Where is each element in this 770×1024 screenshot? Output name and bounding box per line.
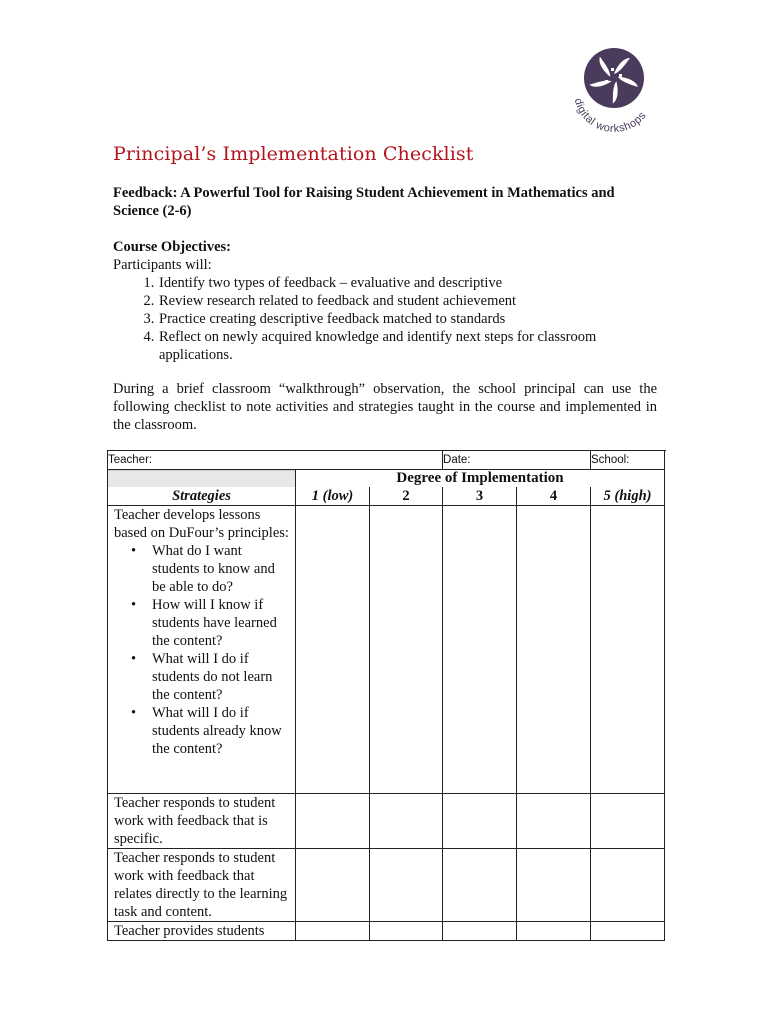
school-field[interactable]: School: [591,451,665,470]
list-item: • How will I know if students have learned the content? [131,597,277,649]
info-row [108,451,665,470]
rating-cell[interactable] [517,506,591,794]
objectives-list [113,274,663,364]
degree-header-row [108,470,665,488]
rating-cell[interactable] [443,922,517,941]
rating-cell[interactable] [517,794,591,849]
rating-cell[interactable] [370,506,443,794]
rating-cell[interactable] [517,849,591,922]
logo-text: digital workshops [571,97,649,136]
strategy-bullets [114,542,291,758]
rating-cell[interactable] [591,794,665,849]
rating-col-1: 1 (low) [296,487,370,506]
teacher-field[interactable]: Teacher: [108,451,443,470]
rating-cell[interactable] [370,922,443,941]
rating-col-5: 5 (high) [591,487,665,506]
strategies-header-shade [108,470,296,488]
table-row [108,922,665,941]
rating-cell[interactable] [296,794,370,849]
objectives-intro: Participants will: [113,257,212,273]
course-objectives [113,238,663,364]
strategy-cell: Teacher provides students [108,922,296,941]
objective-item: 1. Identify two types of feedback – evaluative and descriptive [158,274,663,292]
course-subtitle: Feedback: A Powerful Tool for Raising Student Achievement in Mathematics and Science (2-6) [113,185,615,219]
table-row [108,506,665,794]
strategy-cell: Teacher responds to student work with feedback that is specific. [108,794,296,849]
objective-item: 3. Practice creating descriptive feedback matched to standards [158,310,663,328]
rating-cell[interactable] [591,922,665,941]
strategy-text: Teacher develops lessons based on DuFour’s principles: [114,507,289,541]
strategies-heading: Strategies [108,487,296,506]
rating-cell[interactable] [296,506,370,794]
date-field[interactable]: Date: [443,451,591,470]
strategy-cell [108,506,296,794]
bullet-icon: • [131,651,137,667]
list-item: • What do I want students to know and be able to do? [131,543,275,595]
digital-workshops-logo [566,40,662,136]
rating-cell[interactable] [296,849,370,922]
walkthrough-paragraph: During a brief classroom “walkthrough” observation, the school principal can use the following checklist to note activities and strategies taught in the course and implemented in the classroom. [113,381,657,433]
list-item: • What will I do if students already know the content? [131,705,282,757]
column-header-row [108,487,665,506]
rating-col-2: 2 [370,487,443,506]
rating-cell[interactable] [591,506,665,794]
bullet-icon: • [131,597,137,613]
objective-item: 4. Reflect on newly acquired knowledge and identify next steps for classroom applications. [158,328,663,364]
page-title: Principal’s Implementation Checklist [113,143,474,165]
table-row [108,849,665,922]
bullet-icon: • [131,543,137,559]
objectives-heading: Course Objectives: [113,239,231,255]
rating-cell[interactable] [370,794,443,849]
rating-cell[interactable] [517,922,591,941]
objective-item: 2. Review research related to feedback and student achievement [158,292,663,310]
list-item: • What will I do if students do not learn the content? [131,651,273,703]
rating-cell[interactable] [296,922,370,941]
degree-of-implementation-heading: Degree of Implementation [296,470,665,488]
table-row [108,794,665,849]
rating-col-3: 3 [443,487,517,506]
rating-col-4: 4 [517,487,591,506]
rating-cell[interactable] [443,506,517,794]
rating-cell[interactable] [370,849,443,922]
rating-cell[interactable] [443,794,517,849]
implementation-checklist-table [107,450,665,941]
rating-cell[interactable] [591,849,665,922]
rating-cell[interactable] [443,849,517,922]
bullet-icon: • [131,705,137,721]
strategy-cell: Teacher responds to student work with feedback that relates directly to the learning task and content. [108,849,296,922]
